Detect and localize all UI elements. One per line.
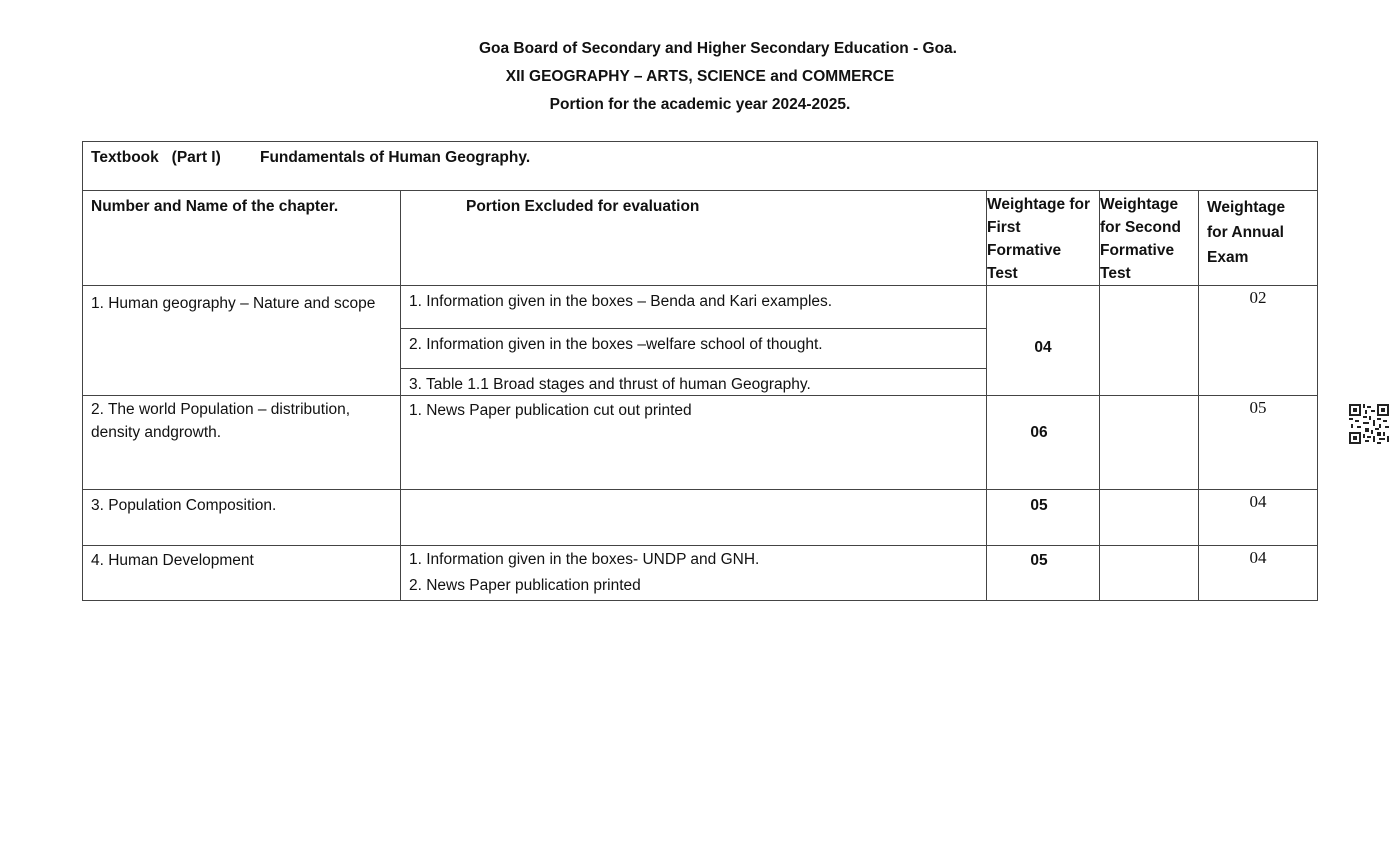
annual-exam-value: 02 xyxy=(1249,288,1267,307)
excluded-item: 1. Information given in the boxes – Benda and Kari examples. xyxy=(409,293,833,310)
excluded-cell xyxy=(400,396,986,490)
annual-exam-weightage xyxy=(1198,396,1317,490)
chapter-cell xyxy=(83,546,400,601)
excluded-cell xyxy=(400,490,986,546)
first-test-weightage xyxy=(986,286,1099,396)
column-header-first-text: Weightage for First Formative Test xyxy=(987,196,1091,282)
excluded-item: 2. Information given in the boxes –welfare school of thought. xyxy=(401,328,986,356)
annual-exam-weightage xyxy=(1198,490,1317,546)
textbook-row xyxy=(83,142,1317,190)
excluded-cell xyxy=(400,286,986,396)
first-test-weightage xyxy=(986,396,1099,490)
excluded-item: 2. News Paper publication printed xyxy=(409,577,641,594)
excluded-item: 1. Information given in the boxes- UNDP and GNH. xyxy=(409,551,760,568)
table-row xyxy=(83,545,1317,601)
column-header-excluded xyxy=(400,191,986,286)
column-header-chapter-text: Number and Name of the chapter. xyxy=(91,198,339,215)
annual-exam-value: 05 xyxy=(1249,398,1267,417)
chapter-cell xyxy=(83,286,400,396)
table-row xyxy=(83,395,1317,490)
board-title: Goa Board of Secondary and Higher Secondary Education - Goa. xyxy=(478,40,957,57)
first-test-value: 05 xyxy=(1030,497,1048,514)
column-header-annual-text: Weightage for Annual Exam xyxy=(1207,199,1286,266)
column-header-second-text: Weightage for Second Formative Test xyxy=(1100,196,1181,282)
first-test-weightage xyxy=(986,546,1099,601)
textbook-title: Fundamentals of Human Geography. xyxy=(260,149,531,166)
excluded-item: 3. Table 1.1 Broad stages and thrust of human Geography. xyxy=(401,368,986,396)
chapter-cell xyxy=(83,396,400,490)
annual-exam-value: 04 xyxy=(1249,492,1267,511)
subject-title: XII GEOGRAPHY – ARTS, SCIENCE and COMMERCE xyxy=(505,68,895,85)
chapter-name: 3. Population Composition. xyxy=(91,497,277,514)
first-test-value: 06 xyxy=(1030,424,1048,441)
annual-exam-weightage xyxy=(1198,286,1317,396)
first-test-weightage xyxy=(986,490,1099,546)
column-header-chapter xyxy=(83,191,400,286)
first-test-value: 04 xyxy=(1034,339,1052,356)
table-row xyxy=(83,285,1317,396)
column-header-annual xyxy=(1198,191,1317,286)
second-test-weightage xyxy=(1099,286,1198,396)
second-test-weightage xyxy=(1099,490,1198,546)
chapter-name: 1. Human geography – Nature and scope xyxy=(91,295,376,312)
excluded-item: 1. News Paper publication cut out printed xyxy=(409,402,692,419)
annual-exam-value: 04 xyxy=(1249,548,1267,567)
column-header-first xyxy=(986,191,1099,286)
textbook-label: Textbook (Part I) xyxy=(91,149,221,166)
column-header-second xyxy=(1099,191,1198,286)
second-test-weightage xyxy=(1099,546,1198,601)
table-row xyxy=(83,489,1317,546)
chapter-name: 2. The world Population – distribution, density andgrowth. xyxy=(91,401,351,441)
column-header-excluded-text: Portion Excluded for evaluation xyxy=(466,198,700,215)
second-test-weightage xyxy=(1099,396,1198,490)
academic-year-title: Portion for the academic year 2024-2025. xyxy=(549,96,851,113)
excluded-cell xyxy=(400,546,986,601)
chapter-cell xyxy=(83,490,400,546)
column-header-row xyxy=(83,190,1317,286)
qr-code-icon xyxy=(1349,404,1389,444)
portion-table xyxy=(82,141,1318,601)
annual-exam-weightage xyxy=(1198,546,1317,601)
first-test-value: 05 xyxy=(1030,552,1048,569)
chapter-name: 4. Human Development xyxy=(91,552,254,569)
